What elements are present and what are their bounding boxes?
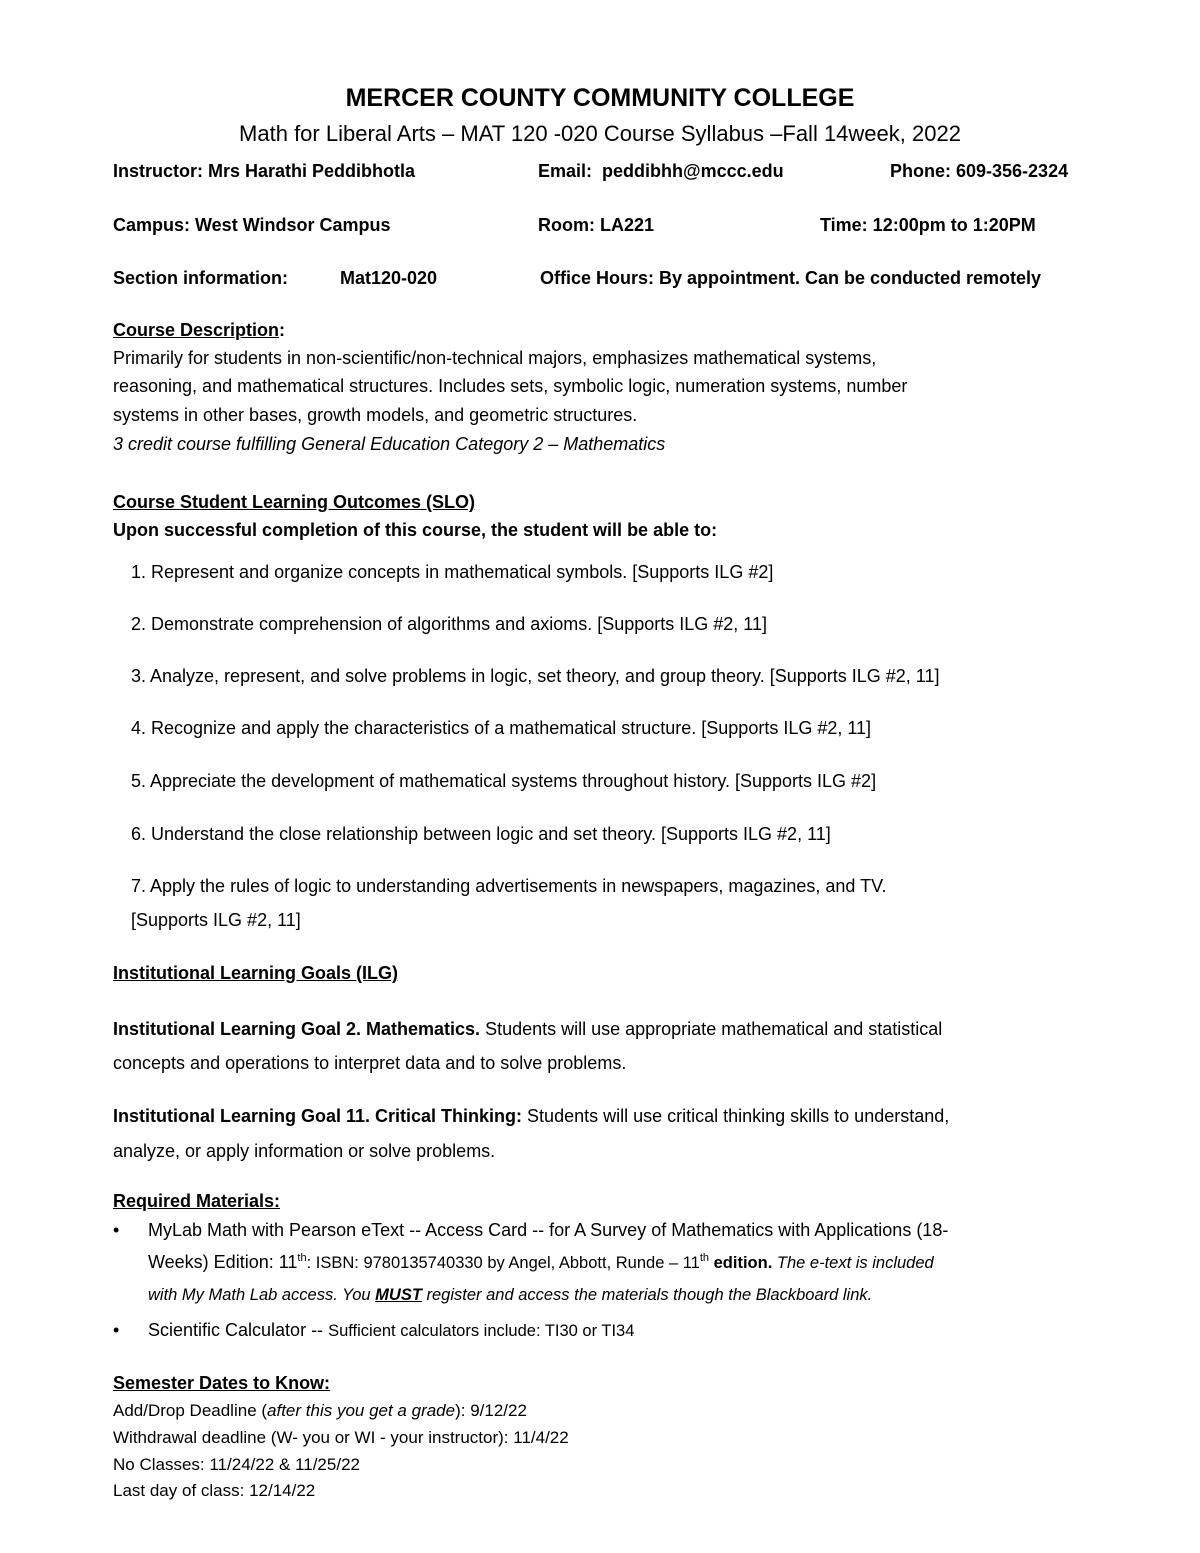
ilg-goal-2-title: Institutional Learning Goal 2. Mathematics. <box>113 1019 481 1039</box>
campus: Campus: West Windsor Campus <box>113 215 391 235</box>
description-line: reasoning, and mathematical structures. Includes sets, symbolic logic, numeration systems, number <box>113 376 908 396</box>
ilg-goal-11-cont: analyze, or apply information or solve problems. <box>113 1141 496 1161</box>
no-classes: No Classes: 11/24/22 & 11/25/22 <box>113 1455 360 1474</box>
ilg-goal-11-title: Institutional Learning Goal 11. Critical Thinking: <box>113 1106 523 1126</box>
course-description-heading: Course Description <box>113 320 280 340</box>
course-title: Math for Liberal Arts – MAT 120 -020 Course Syllabus –Fall 14week, 2022 <box>239 121 961 146</box>
dates-heading: Semester Dates to Know: <box>113 1373 331 1393</box>
slo-heading: Course Student Learning Outcomes (SLO) <box>113 492 476 512</box>
slo-item-continuation: [Supports ILG #2, 11] <box>131 910 301 930</box>
add-drop-deadline: Add/Drop Deadline (after this you get a grade): 9/12/22 <box>113 1401 527 1420</box>
section-value: Mat120-020 <box>340 268 438 288</box>
slo-item: 4. Recognize and apply the characteristics of a mathematical structure. [Supports ILG #2, 11] <box>131 718 872 738</box>
material-item-mylab-line3: with My Math Lab access. You MUST register and access the materials though the Blackboard link. <box>148 1286 873 1304</box>
material-item-mylab-line2: Weeks) Edition: 11th: ISBN: 9780135740330 by Angel, Abbott, Runde – 11th edition. The e-text is included <box>148 1252 934 1272</box>
slo-item: 2. Demonstrate comprehension of algorithms and axioms. [Supports ILG #2, 11] <box>131 614 767 634</box>
instructor-name: Instructor: Mrs Harathi Peddibhotla <box>113 161 416 181</box>
withdrawal-deadline: Withdrawal deadline (W- you or WI - your instructor): 11/4/22 <box>113 1428 569 1447</box>
class-time: Time: 12:00pm to 1:20PM <box>820 215 1036 235</box>
phone: Phone: 609-356-2324 <box>890 161 1069 181</box>
email-label: Email: <box>538 161 593 181</box>
email-row <box>538 161 784 182</box>
ilg-goal-2-cont: concepts and operations to interpret data and to solve problems. <box>113 1053 627 1073</box>
slo-item: 5. Appreciate the development of mathematical systems throughout history. [Supports ILG #2] <box>131 771 877 791</box>
material-item-calculator: Scientific Calculator -- Sufficient calculators include: TI30 or TI34 <box>148 1320 635 1340</box>
ilg-goal-11: Institutional Learning Goal 11. Critical Thinking: Students will use critical thinking skills to understand, <box>113 1106 950 1126</box>
room: Room: LA221 <box>538 215 655 235</box>
must-emphasis: MUST <box>375 1286 422 1304</box>
ilg-heading: Institutional Learning Goals (ILG) <box>113 963 399 983</box>
description-line: systems in other bases, growth models, and geometric structures. <box>113 405 638 425</box>
ilg-goal-2: Institutional Learning Goal 2. Mathematics. Students will use appropriate mathematical and statistical <box>113 1019 943 1039</box>
slo-item: 7. Apply the rules of logic to understanding advertisements in newspapers, magazines, and TV. <box>131 876 887 896</box>
material-item-mylab: MyLab Math with Pearson eText -- Access Card -- for A Survey of Mathematics with Applications (18- <box>148 1220 949 1240</box>
materials-heading: Required Materials: <box>113 1191 281 1211</box>
slo-item: 6. Understand the close relationship between logic and set theory. [Supports ILG #2, 11] <box>131 824 831 844</box>
bullet-icon: • <box>113 1220 120 1240</box>
college-name: MERCER COUNTY COMMUNITY COLLEGE <box>345 84 855 112</box>
bullet-icon: • <box>113 1320 120 1340</box>
section-label: Section information: <box>113 268 288 288</box>
course-description-heading-row: Course Description: <box>113 320 286 340</box>
office-hours: Office Hours: By appointment. Can be conducted remotely <box>540 268 1042 288</box>
last-day-of-class: Last day of class: 12/14/22 <box>113 1481 316 1500</box>
email-address[interactable]: peddibhh@mccc.edu <box>602 161 784 181</box>
slo-item: 1. Represent and organize concepts in mathematical symbols. [Supports ILG #2] <box>131 562 774 582</box>
slo-item: 3. Analyze, represent, and solve problems in logic, set theory, and group theory. [Supports ILG #2, 11] <box>131 666 940 686</box>
credit-note: 3 credit course fulfilling General Education Category 2 – Mathematics <box>113 434 666 454</box>
slo-intro: Upon successful completion of this course, the student will be able to: <box>113 520 718 540</box>
description-line: Primarily for students in non-scientific/non-technical majors, emphasizes mathematical systems, <box>113 348 877 368</box>
